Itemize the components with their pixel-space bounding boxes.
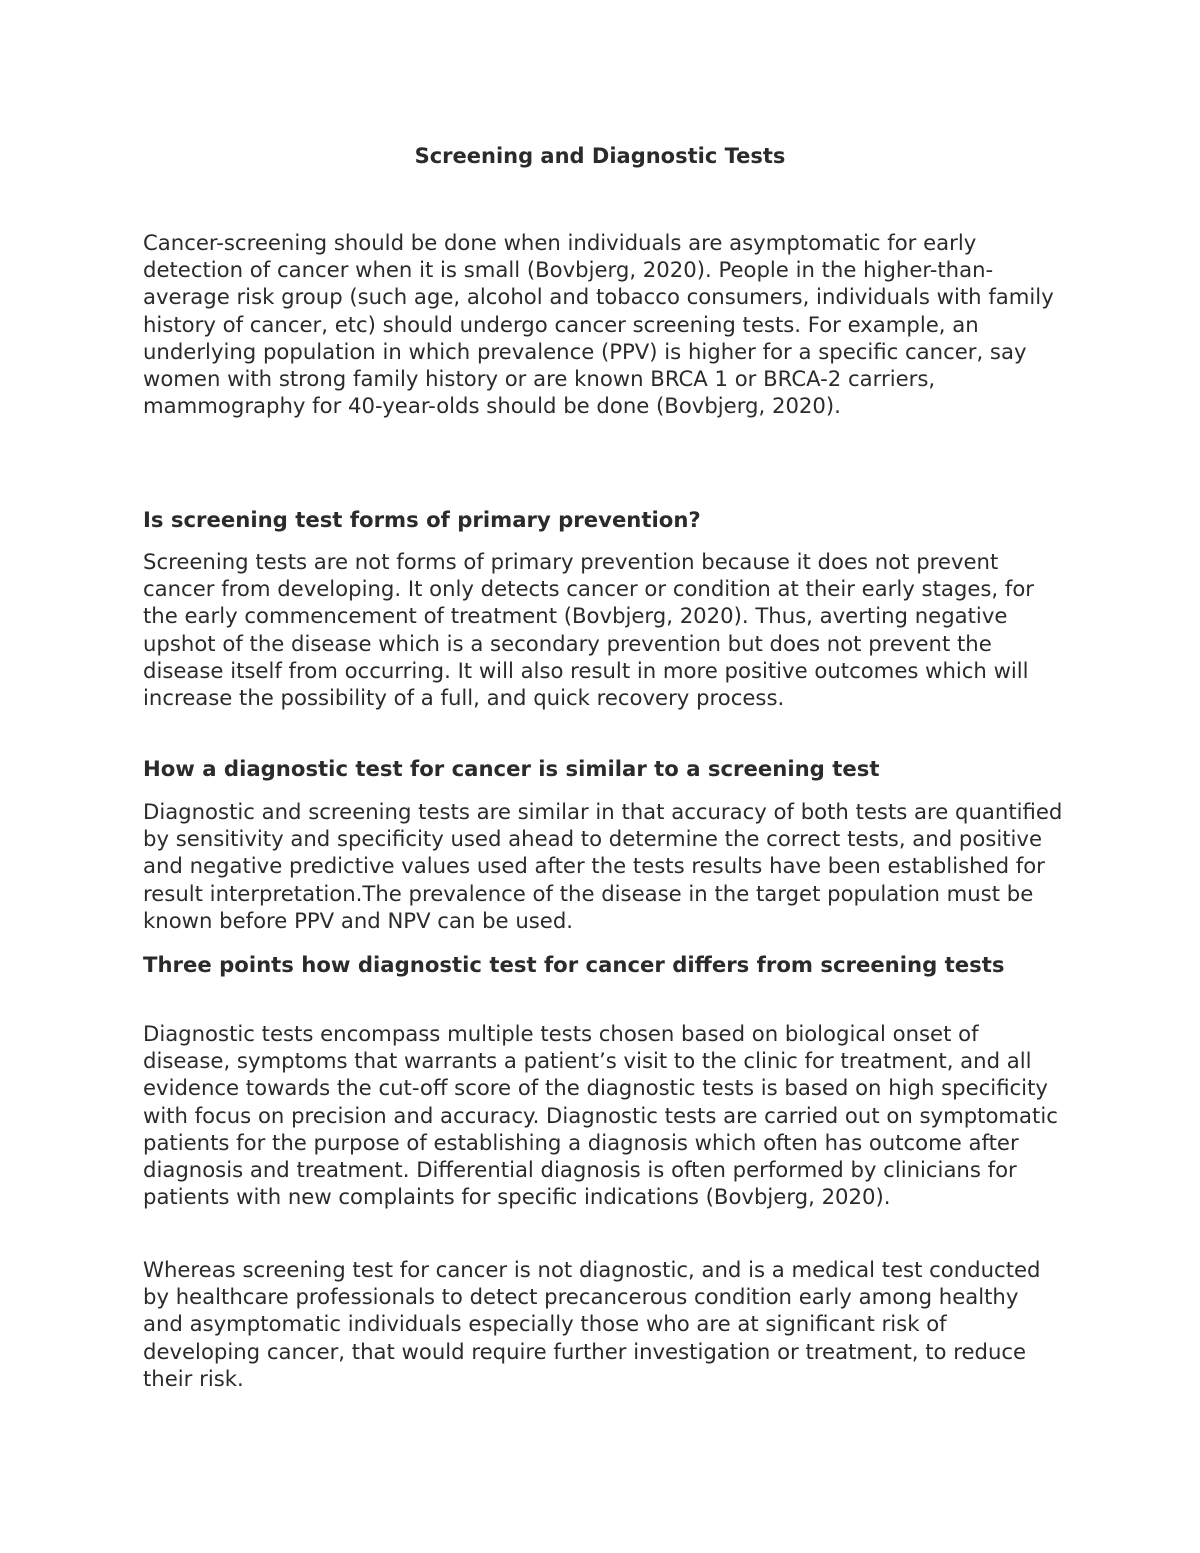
section-paragraph-similarity: Diagnostic and screening tests are similar in that accuracy of both tests are quantified by sensitivity and specificity used ahead to determine the correct tests, and positive and negative predictive values used after the tests results have been established for result interpretation.The prevalence of the disease in the target population must be known before PPV and NPV can be used. [143,799,1063,933]
intro-paragraph: Cancer-screening should be done when individuals are asymptomatic for early detection of cancer when it is small (Bovbjerg, 2020). People in the higher-than-average risk group (such age, alcohol and tobacco consumers, individuals with family history of cancer, etc) should undergo cancer screening tests. For example, an underlying population in which prevalence (PPV) is higher for a specific cancer, say women with strong family history or are known BRCA 1 or BRCA-2 carriers, mammography for 40-year-olds should be done (Bovbjerg, 2020). [143,230,1054,419]
section-heading-primary-prevention: Is screening test forms of primary prevention? [143,507,701,532]
section-paragraph-primary-prevention: Screening tests are not forms of primary prevention because it does not prevent cancer from developing. It only detects cancer or condition at their early stages, for the early commencement of treatment (Bovbjerg, 2020). Thus, averting negative upshot of the disease which is a secondary prevention but does not prevent the disease itself from occurring. It will also result in more positive outcomes which will increase the possibility of a full, and quick recovery process. [143,549,1034,711]
section-paragraph-differences-2: Whereas screening test for cancer is not diagnostic, and is a medical test conducted by healthcare professionals to detect precancerous condition early among healthy and asymptomatic individuals especially those who are at significant risk of developing cancer, that would require further investigation or treatment, to reduce their risk. [143,1257,1041,1391]
section-heading-differences: Three points how diagnostic test for cancer differs from screening tests [143,952,1005,977]
document-title: Screening and Diagnostic Tests [414,144,786,168]
section-heading-similarity: How a diagnostic test for cancer is similar to a screening test [143,756,880,781]
section-paragraph-differences: Diagnostic tests encompass multiple tests chosen based on biological onset of disease, symptoms that warrants a patient’s visit to the clinic for treatment, and all evidence towards the cut-off score of the diagnostic tests is based on high specificity with focus on precision and accuracy. Diagnostic tests are carried out on symptomatic patients for the purpose of establishing a diagnosis which often has outcome after diagnosis and treatment. Differential diagnosis is often performed by clinicians for patients with new complaints for specific indications (Bovbjerg, 2020). [143,1021,1058,1210]
